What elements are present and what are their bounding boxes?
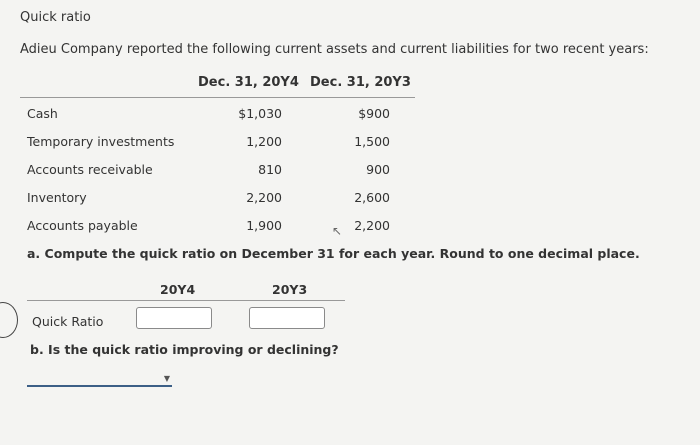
page-title: Quick ratio [20,10,91,25]
value-20y4: 810 [258,162,282,177]
value-20y3: 1,500 [354,134,390,149]
value-20y3: 2,600 [354,190,390,205]
table-row [0,218,700,238]
answer-header-20y4: 20Y4 [160,282,196,297]
question-a: a. Compute the quick ratio on December 31 for each year. Round to one decimal place. [27,246,640,261]
row-label: Temporary investments [27,134,175,149]
answer-header-divider [27,300,345,301]
row-label: Accounts payable [27,218,138,233]
table-row [0,162,700,182]
row-label: Inventory [27,190,87,205]
value-20y3: 900 [366,162,390,177]
question-marker [0,302,18,338]
quick-ratio-label: Quick Ratio [32,314,104,329]
row-label: Accounts receivable [27,162,153,177]
column-header-20y3: Dec. 31, 20Y3 [310,75,411,90]
value-20y4: 1,900 [246,218,282,233]
table-row [0,134,700,154]
pointer-cursor-icon: ↖ [332,224,343,238]
row-label: Cash [27,106,58,121]
value-20y4: 1,200 [246,134,282,149]
value-20y4: 2,200 [246,190,282,205]
improving-declining-dropdown[interactable] [27,371,172,387]
chevron-down-icon[interactable]: ▼ [163,374,170,383]
column-header-20y4: Dec. 31, 20Y4 [198,75,299,90]
answer-header-20y3: 20Y3 [272,282,308,297]
quick-ratio-20y3-input[interactable] [249,307,325,329]
question-b: b. Is the quick ratio improving or declining? [30,342,339,357]
table-row [0,106,700,126]
quick-ratio-20y4-input[interactable] [136,307,212,329]
problem-intro: Adieu Company reported the following current assets and current liabilities for two recent years: [20,42,649,57]
value-20y4: $1,030 [238,106,282,121]
table-header-divider [20,97,415,98]
value-20y3: $900 [358,106,390,121]
table-row [0,190,700,210]
value-20y3: 2,200 [354,218,390,233]
